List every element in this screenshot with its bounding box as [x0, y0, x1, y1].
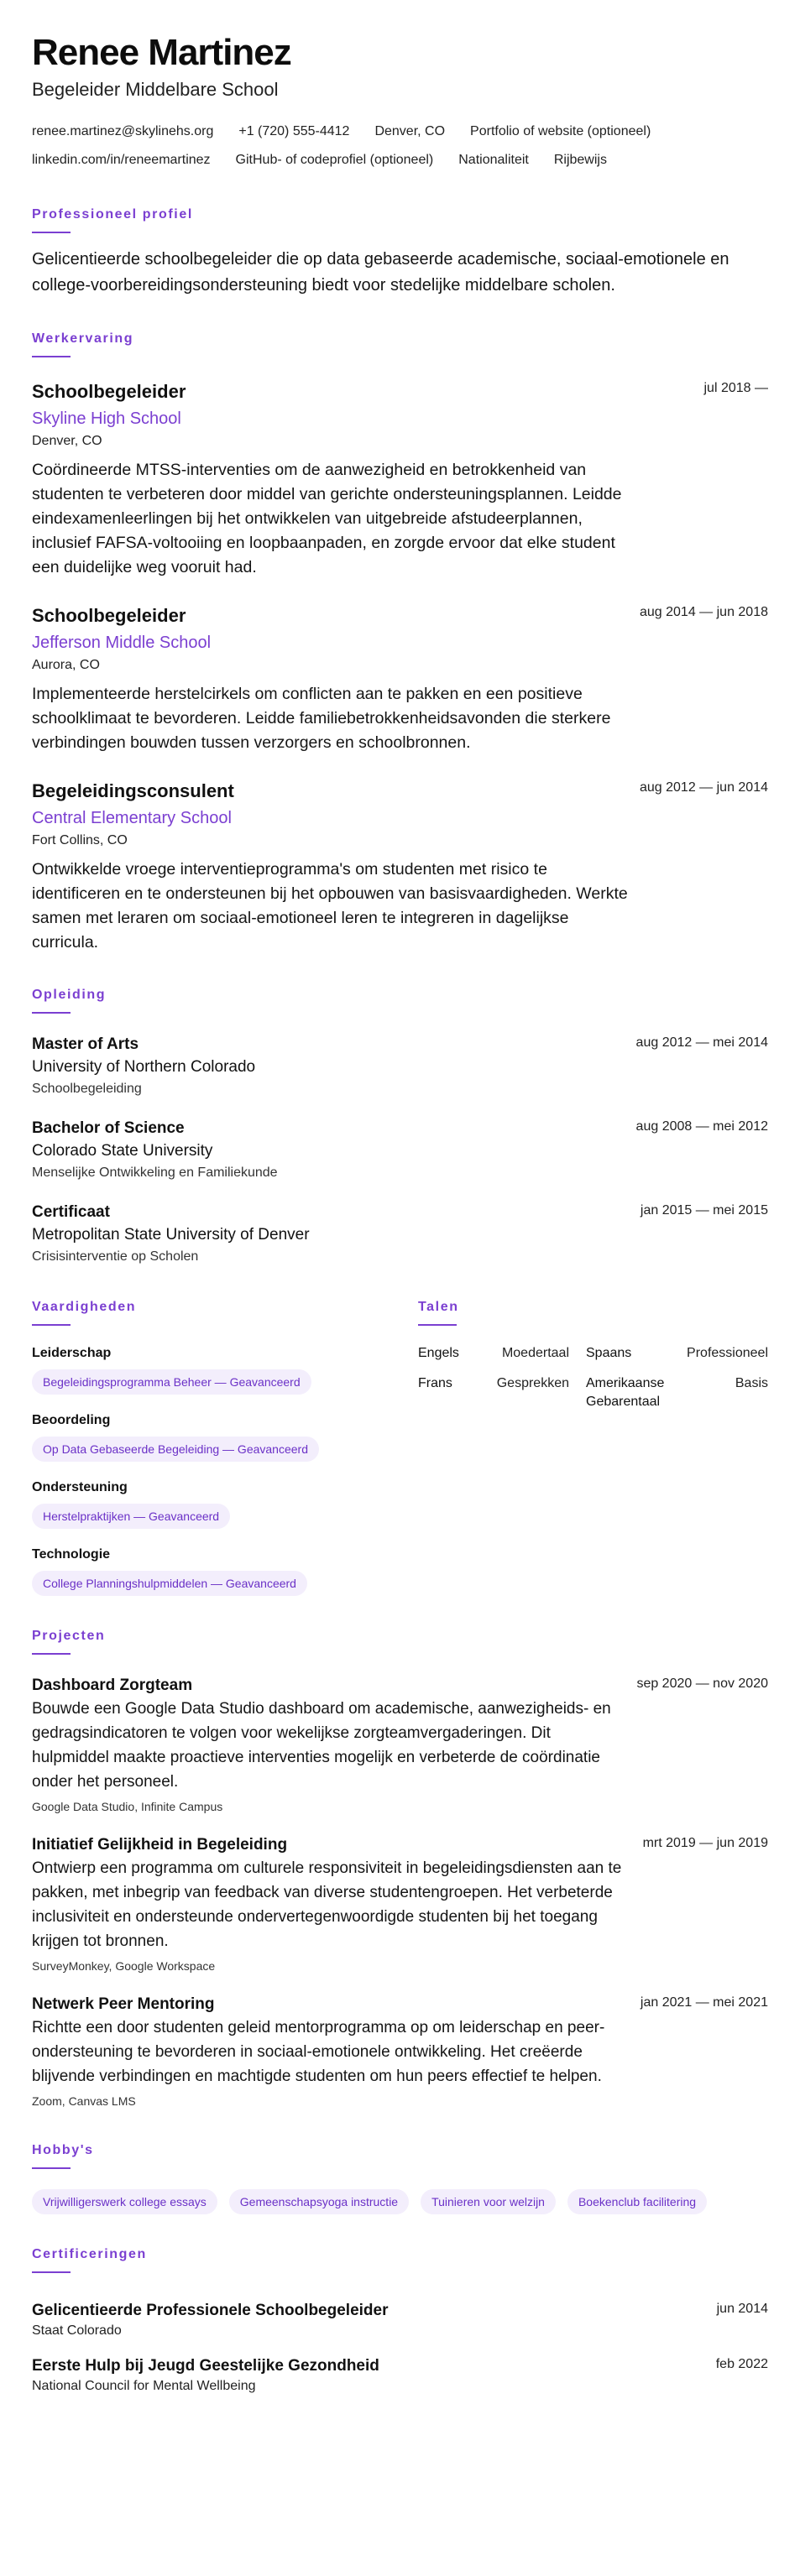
project-entry [32, 1994, 768, 2110]
education-date: aug 2008 — mei 2012 [635, 1119, 768, 1134]
education-degree: Certificaat [32, 1203, 110, 1221]
language-name: Amerikaanse Gebarentaal [586, 1376, 665, 1409]
certification-date: jun 2014 [716, 2302, 768, 2316]
job-company: Jefferson Middle School [32, 634, 212, 652]
job-company: Central Elementary School [32, 809, 232, 827]
candidate-title: Begeleider Middelbare School [32, 79, 279, 100]
hobby-tag: Boekenclub facilitering [567, 2189, 707, 2214]
education-list [32, 1034, 768, 1267]
language-level: Moedertaal [501, 1346, 569, 1360]
skill-category: Technologie [32, 1547, 111, 1562]
hobby-list [32, 2189, 768, 2214]
certification-issuer: Staat Colorado [32, 2323, 122, 2338]
project-date: mrt 2019 — jun 2019 [642, 1836, 768, 1850]
experience-section [32, 331, 768, 955]
project-entry [32, 1834, 768, 1975]
language-list [418, 1344, 768, 1411]
language-item [418, 1374, 586, 1411]
job-entry [32, 379, 768, 580]
skills-section [32, 1299, 418, 1596]
section-title-experience: Werkervaring [32, 331, 134, 346]
skill-tag: Op Data Gebaseerde Begeleiding — Geavanceerd [32, 1437, 319, 1462]
job-date: aug 2012 — jun 2014 [639, 780, 768, 795]
contact-nationality: Nationaliteit [458, 153, 529, 167]
section-title-profile: Professioneel profiel [32, 207, 193, 222]
skill-tag: Herstelpraktijken — Geavanceerd [32, 1504, 230, 1529]
education-field: Menselijke Ontwikkeling en Familiekunde [32, 1165, 278, 1180]
language-name: Engels [418, 1346, 459, 1360]
contact-email[interactable]: renee.martinez@skylinehs.org [32, 124, 214, 138]
contact-phone[interactable]: +1 (720) 555-4412 [238, 124, 350, 138]
profile-section [32, 206, 768, 299]
project-description: Ontwierp een programma om culturele responsiviteit in begeleidingsdiensten aan te pakken, met inbegrip van feedback van diverse studentengroepen. Het verbeterde inclusiviteit en ondersteunde ondervertegenwoordigde studenten bij het toegang krijgen tot bronnen. [32, 1859, 622, 1950]
skill-category: Ondersteuning [32, 1480, 128, 1494]
hobby-tag: Tuinieren voor welzijn [421, 2189, 556, 2214]
section-divider [32, 232, 71, 233]
job-description: Ontwikkelde vroege interventieprogramma's om studenten met risico te identificeren en te ondersteunen bij het opbouwen van basisvaardigheden. Werkte samen met leraren om sociaal-emotioneel leren te integreren in dagelijkse curricula. [32, 860, 628, 952]
section-title-education: Opleiding [32, 988, 107, 1002]
contact-list [32, 117, 754, 175]
section-title-projects: Projecten [32, 1629, 106, 1643]
education-entry [32, 1034, 768, 1099]
job-description: Implementeerde herstelcirkels om conflicten aan te pakken en een positieve schoolklimaat te bevorderen. Leidde familiebetrokkenheidsavonden die sterkere verbindingen bouwden tussen verzorgers en schoolbronnen. [32, 685, 611, 752]
section-divider [32, 356, 71, 357]
projects-section [32, 1628, 768, 2110]
certification-entry [32, 2300, 768, 2340]
job-company: Skyline High School [32, 409, 181, 428]
section-divider [32, 2271, 71, 2273]
job-date: jul 2018 — [703, 381, 768, 395]
contact-portfolio[interactable]: Portfolio of website (optioneel) [470, 124, 651, 138]
hobbies-section [32, 2142, 768, 2214]
job-location: Aurora, CO [32, 658, 100, 672]
education-field: Schoolbegeleiding [32, 1082, 142, 1096]
language-level: Basis [735, 1376, 768, 1390]
job-entry [32, 603, 768, 755]
education-field: Crisisinterventie op Scholen [32, 1249, 199, 1264]
job-location: Denver, CO [32, 434, 102, 448]
certification-issuer: National Council for Mental Wellbeing [32, 2379, 256, 2393]
section-title-skills: Vaardigheden [32, 1300, 137, 1314]
education-entry [32, 1202, 768, 1267]
job-title: Schoolbegeleider [32, 605, 186, 626]
job-title: Begeleidingsconsulent [32, 780, 234, 801]
certification-list [32, 2300, 768, 2396]
project-title: Netwerk Peer Mentoring [32, 1995, 215, 2013]
project-tech: SurveyMonkey, Google Workspace [32, 1959, 216, 1973]
project-date: sep 2020 — nov 2020 [636, 1676, 768, 1691]
project-tech: Zoom, Canvas LMS [32, 2094, 136, 2108]
job-date: aug 2014 — jun 2018 [639, 605, 768, 619]
job-list [32, 379, 768, 955]
contact-drivers-license: Rijbewijs [553, 153, 607, 167]
education-degree: Bachelor of Science [32, 1119, 185, 1137]
section-divider [32, 2167, 71, 2169]
section-divider [32, 1324, 71, 1326]
certifications-section [32, 2246, 768, 2396]
hobby-tag: Gemeenschapsyoga instructie [229, 2189, 409, 2214]
candidate-name: Renee Martinez [32, 32, 291, 73]
profile-summary: Gelicentieerde schoolbegeleider die op data gebaseerde academische, sociaal-emotionele en college-voorbereidingsondersteuning biedt voor stedelijke middelbare scholen. [32, 250, 729, 295]
job-title: Schoolbegeleider [32, 381, 186, 402]
section-title-hobbies: Hobby's [32, 2143, 94, 2157]
education-school: University of Northern Colorado [32, 1058, 256, 1076]
education-date: aug 2012 — mei 2014 [635, 1035, 768, 1050]
skill-tag: College Planningshulpmiddelen — Geavanceerd [32, 1571, 307, 1596]
project-description: Richtte een door studenten geleid mentorprogramma op om leiderschap en peer-ondersteuning te bevorderen in sociaal-emotionele ontwikkeling. Het creëerde blijvende verbindingen en machtigde studenten om hun peers effectief te helpen. [32, 2019, 605, 2085]
resume-header [32, 30, 768, 175]
project-list [32, 1675, 768, 2110]
language-item [418, 1344, 586, 1363]
contact-location: Denver, CO [374, 124, 446, 138]
certification-entry [32, 2355, 768, 2396]
project-entry [32, 1675, 768, 1816]
contact-linkedin[interactable]: linkedin.com/in/reneemartinez [32, 153, 211, 167]
section-divider [32, 1653, 71, 1655]
job-location: Fort Collins, CO [32, 833, 128, 847]
skill-category: Beoordeling [32, 1413, 111, 1427]
language-name: Frans [418, 1376, 452, 1390]
project-title: Initiatief Gelijkheid in Begeleiding [32, 1836, 288, 1854]
project-tech: Google Data Studio, Infinite Campus [32, 1800, 223, 1813]
education-degree: Master of Arts [32, 1035, 139, 1053]
skills-languages-row [32, 1299, 768, 1596]
project-description: Bouwde een Google Data Studio dashboard om academische, aanwezigheids- en gedragsindicatoren te volgen voor wekelijkse zorgteamvergaderingen. Dit hulpmiddel maakte proactieve interventies mogelijk en verbeterde de coördinatie onder het personeel. [32, 1700, 611, 1791]
education-school: Metropolitan State University of Denver [32, 1226, 310, 1244]
language-item [586, 1374, 768, 1411]
contact-github[interactable]: GitHub- of codeprofiel (optioneel) [235, 153, 434, 167]
language-item [586, 1344, 768, 1363]
language-level: Professioneel [687, 1346, 768, 1360]
section-title-certifications: Certificeringen [32, 2247, 147, 2261]
certification-name: Gelicentieerde Professionele Schoolbegeleider [32, 2302, 389, 2319]
hobby-tag: Vrijwilligerswerk college essays [32, 2189, 217, 2214]
job-entry [32, 779, 768, 955]
section-divider [32, 1012, 71, 1014]
skill-tag: Begeleidingsprogramma Beheer — Geavanceerd [32, 1369, 311, 1395]
project-title: Dashboard Zorgteam [32, 1676, 193, 1694]
project-date: jan 2021 — mei 2021 [640, 1995, 768, 2010]
language-level: Gesprekken [496, 1376, 569, 1390]
education-date: jan 2015 — mei 2015 [640, 1203, 768, 1218]
education-school: Colorado State University [32, 1142, 213, 1160]
education-section [32, 987, 768, 1267]
education-entry [32, 1118, 768, 1183]
job-description: Coördineerde MTSS-interventies om de aanwezigheid en betrokkenheid van studenten te verbeteren door middel van gerichte ondersteuningsplannen. Leidde eindexamenleerlingen bij het ontwikkelen van uitgebreide afstudeerplannen, inclusief FAFSA-voltooiing en loopbaanpaden, en zorgde ervoor dat elke student een duidelijke weg vooruit had. [32, 461, 622, 576]
skill-category: Leiderschap [32, 1346, 112, 1360]
languages-section [418, 1299, 768, 1596]
certification-date: feb 2022 [715, 2357, 768, 2371]
certification-name: Eerste Hulp bij Jeugd Geestelijke Gezondheid [32, 2357, 379, 2375]
section-title-languages: Talen [418, 1300, 459, 1314]
language-name: Spaans [586, 1346, 632, 1360]
section-divider [418, 1324, 457, 1326]
